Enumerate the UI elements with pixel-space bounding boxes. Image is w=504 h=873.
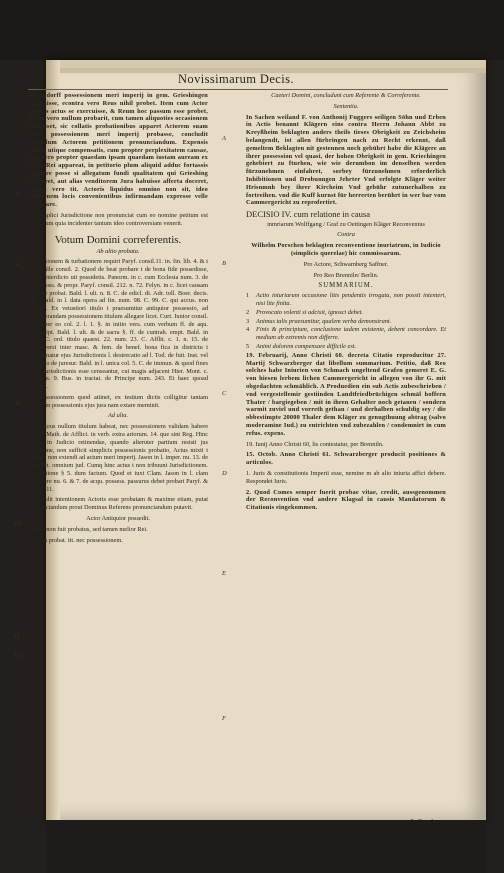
summary-item: 2 Provocato volenti si adcisit, ignosci debet. xyxy=(246,308,363,316)
summary-heading: SUMMARIUM. xyxy=(318,282,374,290)
paragraph: De simplici Jurisdictione non pronunciat cum eo nomine petitum est nihil, cum quia incidenter tantum ideo controversiam venerit. xyxy=(28,211,208,227)
margin-letter: E xyxy=(222,570,226,577)
decision-heading: DECISIO IV. cum relatione in causa xyxy=(246,209,371,220)
margin-number: 10 xyxy=(14,520,21,527)
summary-item: 3 Animus talis praesumitur, qualem verba demonstrant. xyxy=(246,317,392,325)
margin-letter: F xyxy=(222,715,226,722)
paragraph: 19. Iunij Anno Christi 60, lis contestatur, per Brenniln. xyxy=(246,440,384,448)
section-subtitle: Ab altio probata. xyxy=(96,247,140,255)
margin-letter: A xyxy=(222,135,226,142)
margin-letter: C xyxy=(222,390,227,397)
contra-label: Contra xyxy=(337,231,355,239)
margin-number: 1 xyxy=(16,190,20,197)
paragraph: Actor Antiquior possedit. xyxy=(86,515,150,523)
pro-actore: Pro Actore, Schwarnberg Saffner. xyxy=(303,260,389,268)
page-edge xyxy=(46,60,486,68)
summary-item: 5 Animi dolorem compensare difficile est. xyxy=(246,343,357,351)
margin-number: 12 xyxy=(14,652,21,659)
paragraph: 1. Juris & constitutionis Imperii esse, nemine m ab alio iniuria affici debere. Respondet Iuris. xyxy=(246,469,446,485)
margin-letter: D xyxy=(222,470,227,477)
running-title: Novissimarum Decis. xyxy=(178,72,294,86)
section-subtitle: Ad ulia. xyxy=(108,412,128,420)
background-desk xyxy=(0,0,504,60)
summary-item: 1 Actio iniuriarum occasione litis pendentis irrogata, non possit intenteri, nisi lite finita. xyxy=(246,292,446,308)
section-title: Votum Domini correferentis. xyxy=(54,233,182,246)
caption: Caeteri Domini, concludunt cum Referente & Correferente. xyxy=(271,92,421,99)
paragraph: 15. Octob. Anno Christi 61. Schwarzberger producit positiones & articulos. xyxy=(246,451,446,467)
paragraph: Tenuis non fuit probatus, sed tamen melior Rei. xyxy=(28,525,148,533)
sententia-label: Sententia. xyxy=(333,102,359,110)
paragraph: 19. Februarij, Anno Christi 60. decreta Citatio reproducitur 27. Martij Schwarzberger dat libellum summarium. Petitio, daß Reo solches habe Iniurien von Schmach ungeltend Grafen gemeret E. G. von hiesen lerbem lichen Cammergericht in allegen von ihr G. mit obgedachten schmählich. A Produedien ein sub Actis zubeschrieben / vnd vergestellemir gestiinden Landtfriedbrüchigen schmäl hoffern Thater / bargiegeben / mit in ihren Gehalter noch getanen / sondern warmit zuviel und vorreth gethan / und derhalben schuldig sey / die obbestimpte 20000 Thaler dem Kläger zu genugthuung abtrag (salvo moderamine Iud.) zu entrichten vnd zubezahlen / condemnirt in cum refus. expens. xyxy=(246,351,446,437)
paragraph: Ad possessionem quod attinet, ex testium dictis colligitur tantam Actorum possessionis ejus jura nam extare meminit. xyxy=(28,393,208,409)
paragraph: Concludit intentionem Actoris esse probatam & maxime etiam, putat pronunciandum prout Dominus Referens pronunciandum putavit. xyxy=(28,496,208,512)
margin-letter: B xyxy=(222,260,226,267)
left-column xyxy=(28,92,208,547)
paragraph: Oberndorff possessionem meri imperij in gem. Grieshingen exercuisse, econtra vero Reus nihil probet. Item cum Actor aliquos actus se exercuisse, & Reum hoc passum esse probet, Reum vero nullum probarit, cum tamen aliquoties occasionem habuisset, sic collatis probationibus apparet Actorem suam quasi possessionem meri imperij probasse, concludit secundum Actorem petitionem pronunciandum. Expensis tamen utique compensatis, cum propter perplexitatem causae, tum vero propter quaedam ipsam quaedam iustam auream ex titulo Rei appareat, in petitorio plum aliquid adduc fortassis obtinere posse si allegatum fundi qualitatem qui Grieshing probaret, aut alias venditorem Jura habuisse afferta doceret, contra vero tit. Actoris liquidus omnino non sit, ideo petitionem locis convenientibus infirmandam expresse velle reservare. xyxy=(28,92,208,209)
page-header xyxy=(28,72,448,88)
decision-subheading: inmriarum Wolffgang / Graf zu Oettingen Kläger Reconventus xyxy=(267,220,425,228)
page-number: 12 xyxy=(28,72,39,84)
paragraph: Cum Reus nullum titulum habeat, nec possessionem validam habere possit, Math. de Afflict. in verb. extra ariorum. 14. que sint Reg. Hinc sit ut in Judicio retinendae, quando alteruter partium resisti jus commune, non sufficit simplicis possessionis probatio, Actus mixti t imperij non extendi ad actum meri imperij. Jason in l. imper. nu. 13. de iurisdict. omnium jud. Cumq hinc actus t non tribuunt Jurisdictionem. l. traditione § 5. dum factum. Quod et iuxt Clam. Jason in l. clam possidere nu. 6. & 7. de acqu. possess. passurus debet probari Paryf. & consil. 11. xyxy=(28,423,208,493)
background-below-page xyxy=(46,820,486,873)
header-rule xyxy=(28,89,448,90)
right-column xyxy=(246,92,446,515)
paragraph: Possessionem & turbationem requiri Paryf. consil.11. in. fin. lib. 4. & t primo ille consil. 2. Quod de beat probare t de bona fide possedisse, agens interdicto uti possidetis. Panorm. in c. cum Ecclesia num. 3. de caus. poss. & propr. Paryf. consil. 212. n. 72. Felyn. in c. licet causam n. 9. de probat. Bald. l. ult. n. 8. C. de edicl. di. Adr. toll. Boer. decis. 259. Bald. in l. data opera ad fin. num. 98. C. 99. C. qui accus. non possint. Ex vetustiori titulo t praesumitur antiquior possessio, ad corroborandam possessionem titulum allegare licet. Curt. Iunior consil. 41. super eo col. 2. l. 1. §. in initio vers. cum verbum ff. de aqu. praescript. Bald. l. ult. & de sacra §. ff. de cuntrah. empt. Bald. in Rubr. C. ord. titulo quaest. 22. num. 23. C. Afflit. c. 1. n. 15. de controversi inter masc. & fem. de benef. bona fica in districtu t praesumatur ejus Jurisdictionis l. destrecatio ad l. Tod. de fuit. Inst. vel c. Nemo de juresur. Bald. in l. unica col. 5. C. de immun. & quod fines illius Jurisdictionis esse censeantur, cui magis adjacent Hier. Mont. c. 10 num. 9. Bus. in tractat. de Principe num. 243. Et haec quoad titulum. xyxy=(28,258,208,391)
pro-reo: Pro Reo Brenniln/ Berlin. xyxy=(313,271,379,279)
sententia-text: In Sachen weiland F. von Anthonij Fuggers seiligen Söhn und Erben in Actis benannt Klägern eins contra Herrn Johann Abbt zu Kreyßheim beklagten anders theils tieses Obrigkeit zu Zeichsheim belangendt, ist allen fürbringen nach zu Recht erkennt, daß gemeltem Beklagten nit gestennen noch gebührt habe die Klägere an ihrer possession vel quasi, der hohen Obrigkeit in gem. Kriechingen gehebiert zu fturhen, wie wie derumbon im denselben werden fürzunehmen einfahret, sorbey fürzunehmen erforderlich Inhibitionen und Drobunngen Jehrter Vnd erfolgte Kläger weiter Hrisnmnh bey ihrer Kircheim Vnd gebühr zutunerhalben zu fortreihen. vnd die Kuff kurnst für herrerten berührt in wer bar vom Cammergericht zu reprofertirt. xyxy=(246,113,446,207)
paragraph: 2. Quod Comes semper fuerit probae vitae, credit, aussgenommen der Reconvention vnd andere Klagsal in causis Mandatorum & Citationis eingekommen. xyxy=(246,488,446,512)
margin-number: 9 xyxy=(16,400,20,407)
parties: Wilhelm Porschen beklagten reconventione inuriatrum, in Iudicio (simplicis querelae) hic commissarum. xyxy=(251,242,441,258)
summary-item: 4 Finis & principium, conclusione tadem existente, debent concordare. Et medium ab extremis non differre. xyxy=(246,326,446,342)
paragraph: Reus in probat. tit. nec possessionem. xyxy=(28,536,123,544)
margin-number: 2 xyxy=(16,260,20,267)
margin-number: 11 xyxy=(14,632,21,639)
